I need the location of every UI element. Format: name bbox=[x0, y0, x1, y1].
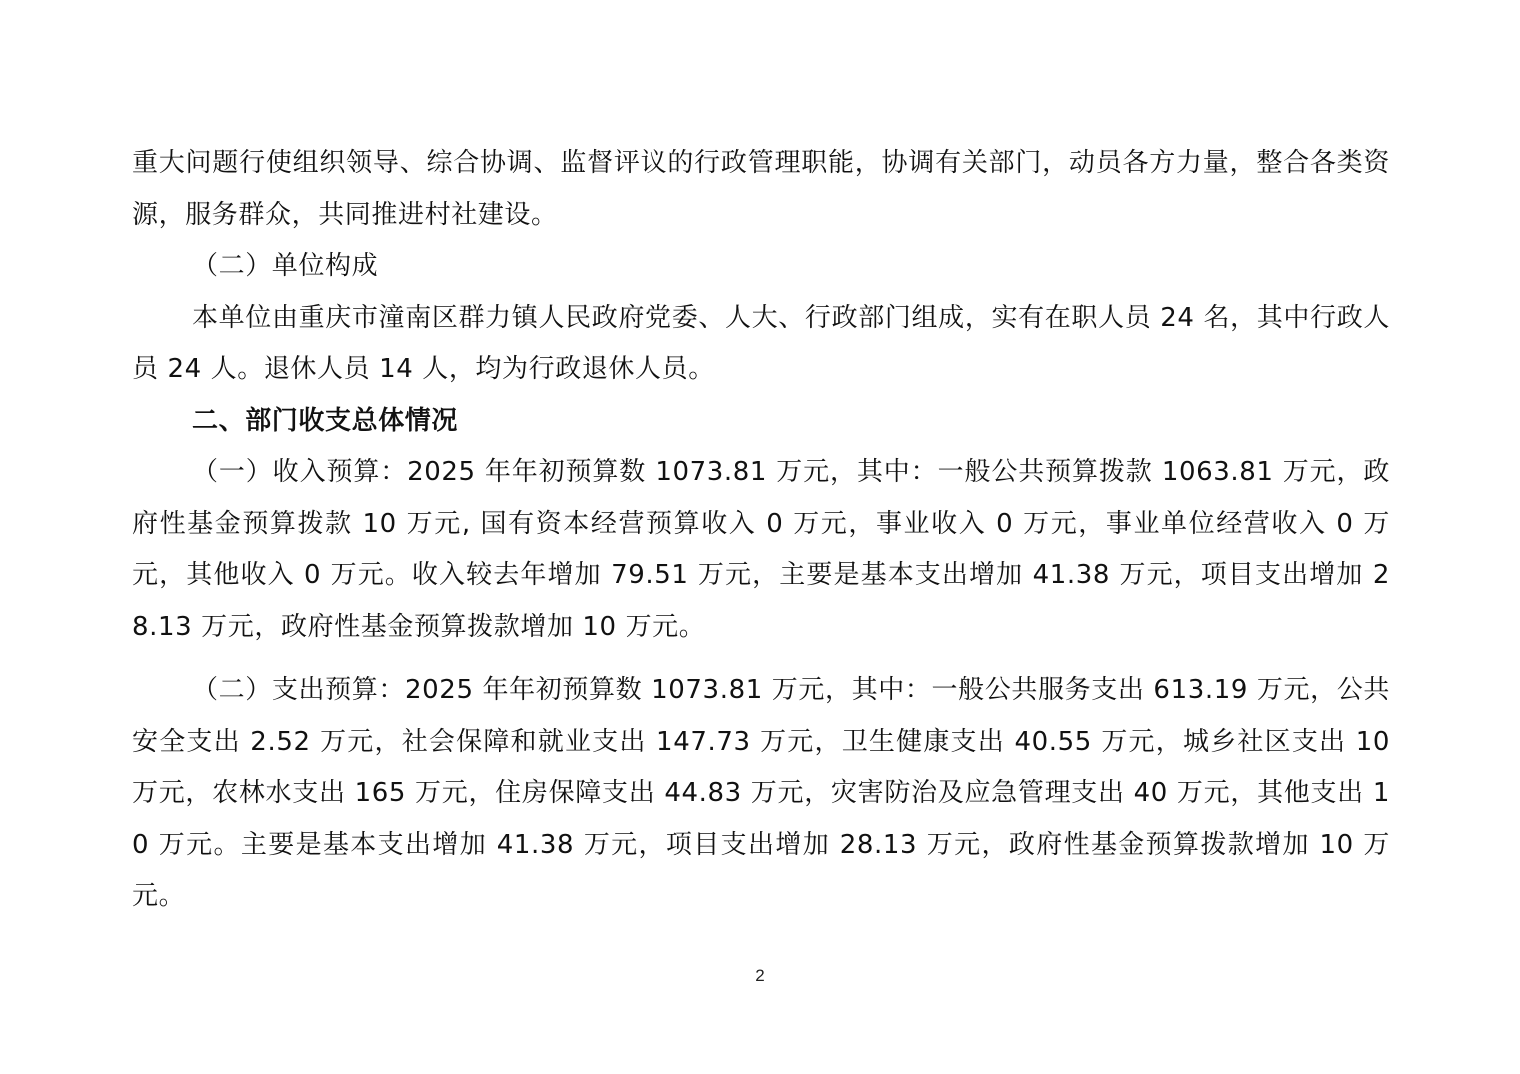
paragraph-duties-continued: 重大问题行使组织领导、综合协调、监督评议的行政管理职能，协调有关部门，动员各方力量，整合各类资源，服务群众，共同推进村社建设。 bbox=[132, 148, 1390, 230]
section-heading-revenue-expenditure: 二、部门收支总体情况 bbox=[192, 405, 459, 436]
paragraph-unit-composition: 本单位由重庆市潼南区群力镇人民政府党委、人大、行政部门组成，实有在职人员 24 名，其中行政人员 24 人。退休人员 14 人，均为行政退休人员。 bbox=[132, 302, 1390, 384]
document-body bbox=[132, 138, 1390, 923]
paragraph-expenditure-budget: （二）支出预算：2025 年年初预算数 1073.81 万元，其中：一般公共服务支出 613.19 万元，公共安全支出 2.52 万元，社会保障和就业支出 147.73 万元，卫生健康支出 40.55 万元，城乡社区支出 10 万元，农林水支出 165 万元，住房保障支出 44.83 万元，灾害防治及应急管理支出 40 万元，其他支出 10 万元。主要是基本支出增加 41.38 万元，项目支出增加 28.13 万元，政府性基金预算拨款增加 10 万元。 bbox=[132, 675, 1390, 911]
page-number: 2 bbox=[755, 966, 765, 985]
paragraph-revenue-budget: （一）收入预算：2025 年年初预算数 1073.81 万元，其中：一般公共预算拨款 1063.81 万元，政府性基金预算拨款 10 万元, 国有资本经营预算收入 0 万元，事业收入 0 万元，事业单位经营收入 0 万元，其他收入 0 万元。收入较去年增加 79.51 万元，主要是基本支出增加 41.38 万元，项目支出增加 28.13 万元，政府性基金预算拨款增加 10 万元。 bbox=[132, 457, 1390, 642]
subheading-unit-composition: （二）单位构成 bbox=[192, 251, 379, 281]
